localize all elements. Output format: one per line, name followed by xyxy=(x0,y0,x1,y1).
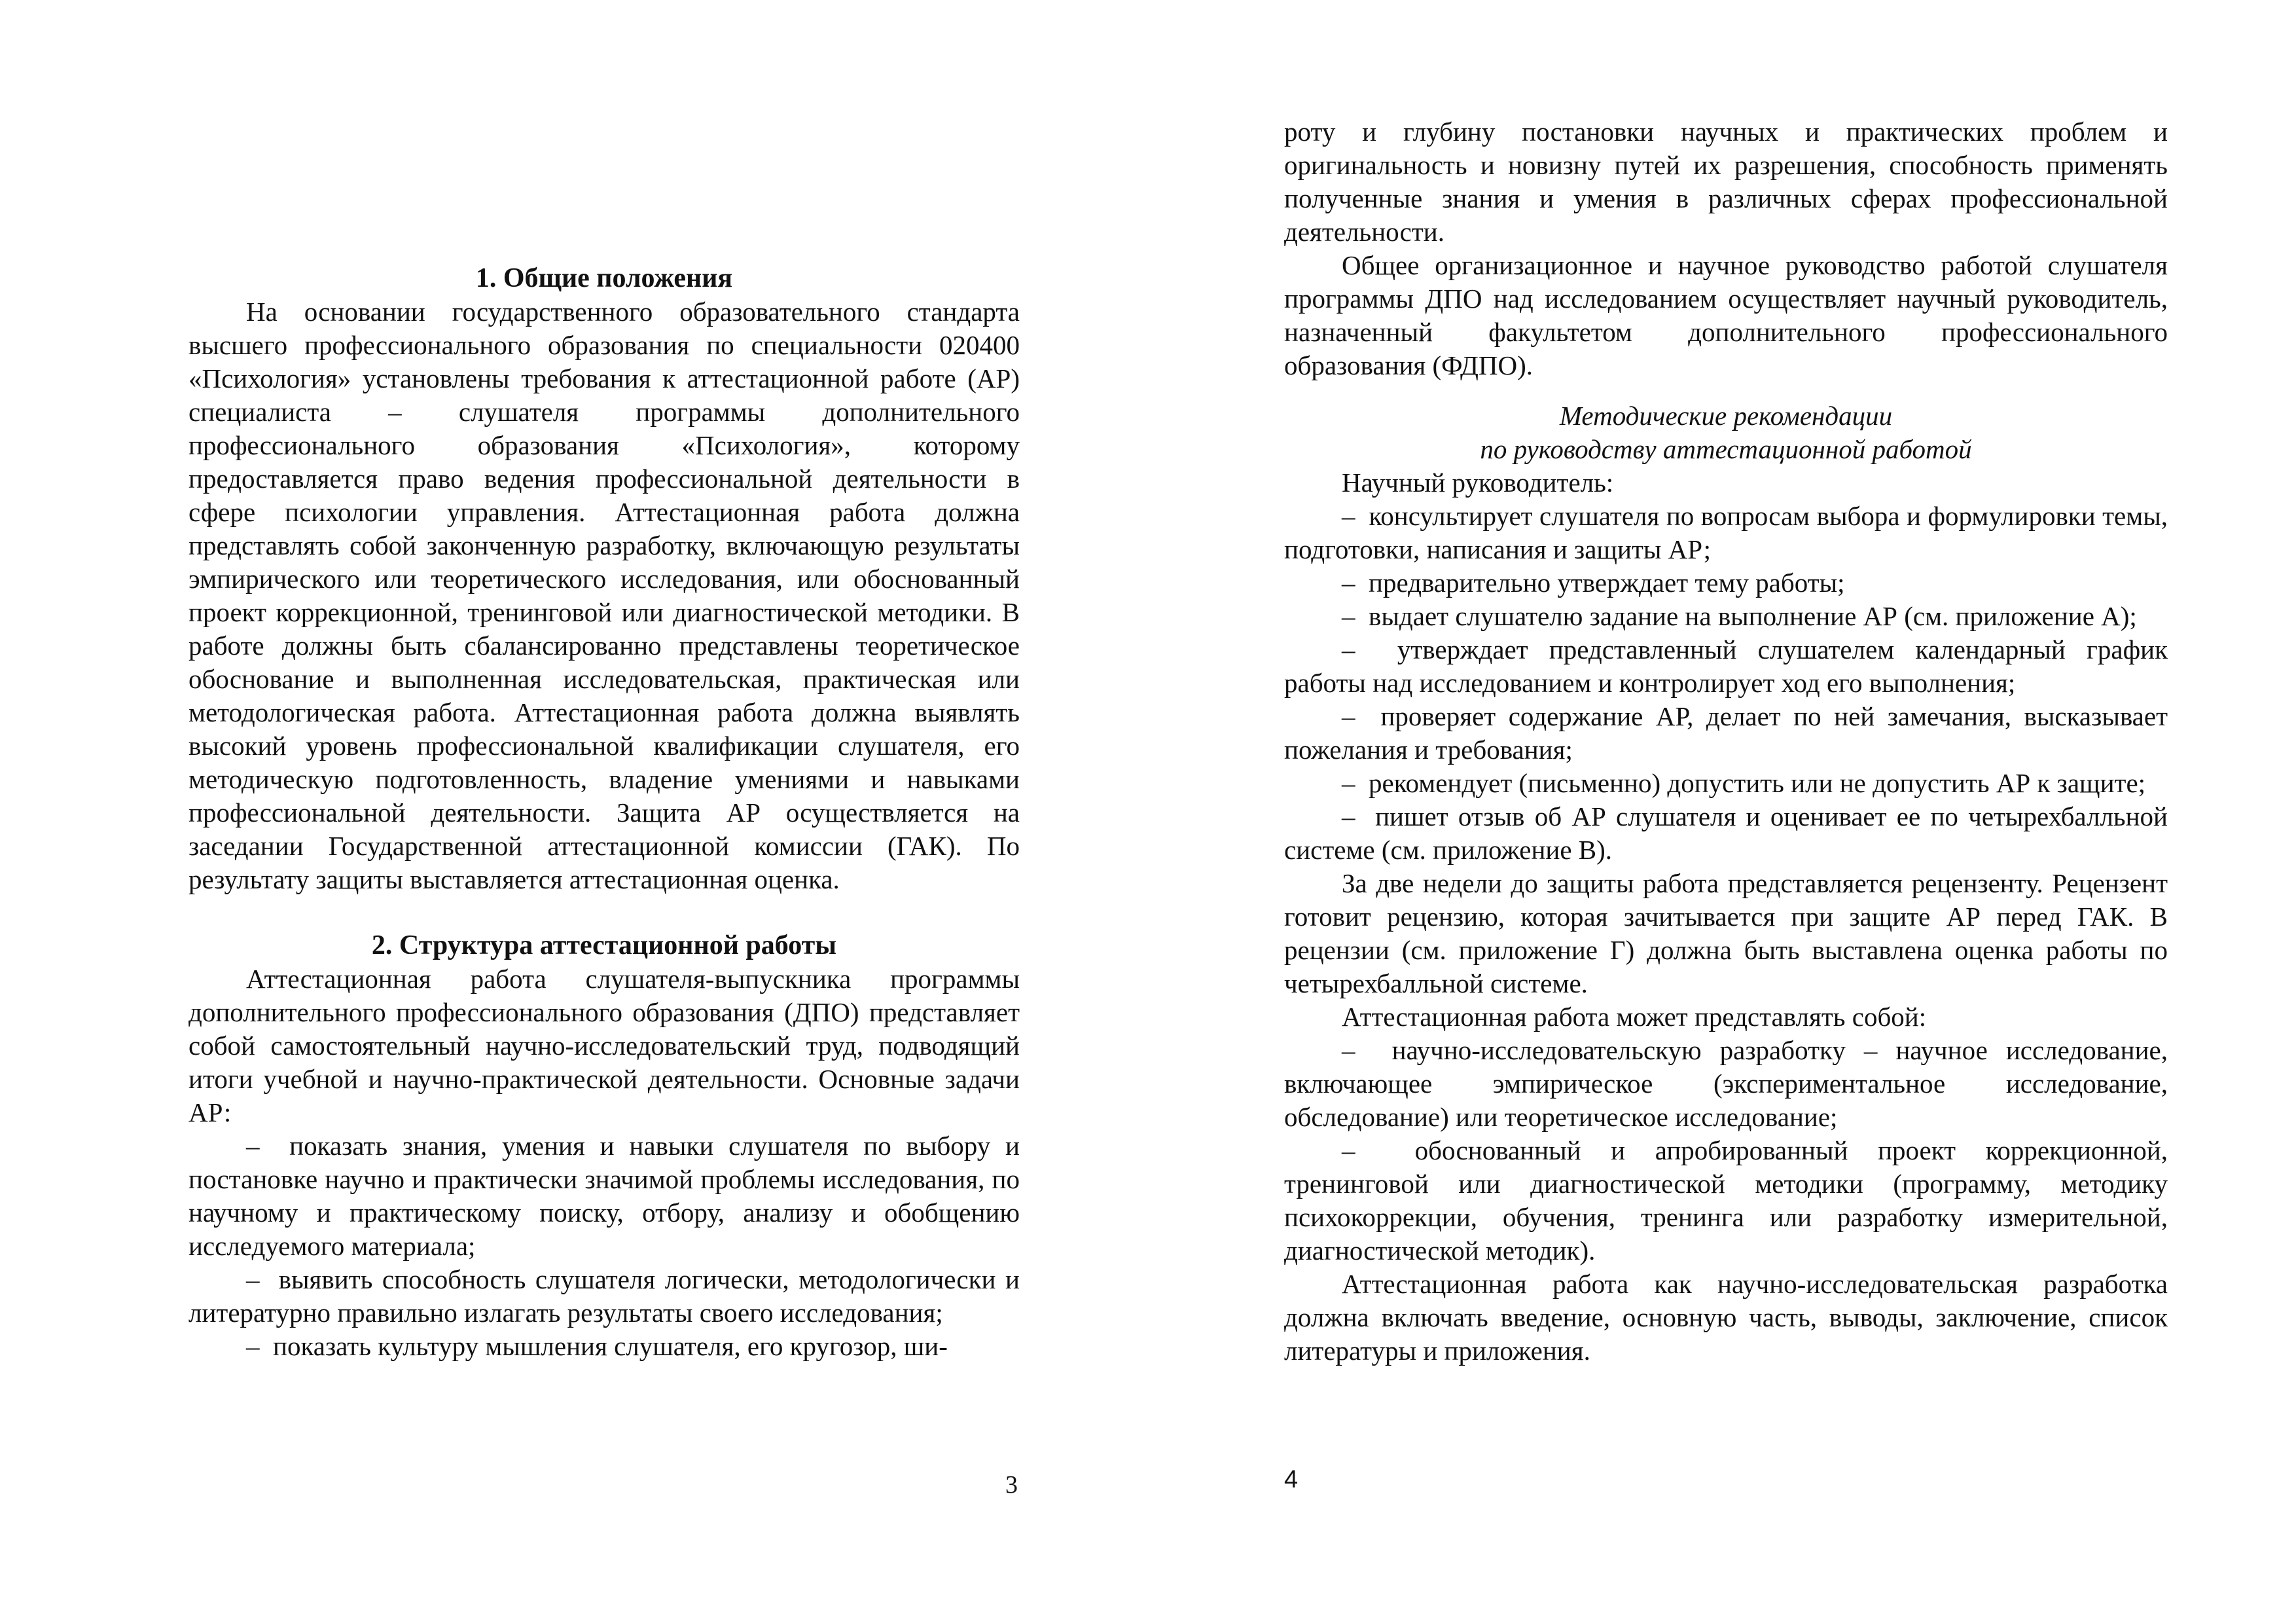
task-item-1: – показать знания, умения и навыки слушателя по выбору и постановке научно и практически значимой проблемы исследования, по научному и практическому поиску, отбору, анализу и обобщению исследуемого материала; xyxy=(188,1129,1020,1263)
task-item-3: – показать культуру мышления слушателя, его кругозор, ши- xyxy=(188,1330,1020,1363)
page-number-left: 3 xyxy=(1005,1471,1018,1499)
right-page xyxy=(1284,0,2168,1368)
types-intro: Аттестационная работа может представлять собой: xyxy=(1342,1002,1927,1032)
supervisor-item-4: – утверждает представленный слушателем календарный график работы над исследованием и контролирует ход его выполнения; xyxy=(1284,633,2168,700)
section-1-title: 1. Общие положения xyxy=(475,263,733,293)
leadership-paragraph: Общее организационное и научное руководство работой слушателя программы ДПО над исследованием осуществляет научный руководитель, назначенный факультетом дополнительного профессионального образования (ФДПО). xyxy=(1284,250,2168,380)
section-2-title: 2. Структура аттестационной работы xyxy=(371,930,837,960)
continued-paragraph: роту и глубину постановки научных и практических проблем и оригинальность и новизну путей их разрешения, способность применять полученные знания и умения в различных сферах профессиональной деятельности. xyxy=(1284,117,2168,247)
type-item-1: – научно-исследовательскую разработку – научное исследование, включающее эмпирическое (экспериментальное исследование, обследование) или теоретическое исследование; xyxy=(1284,1034,2168,1134)
supervisor-item-1: – консультирует слушателя по вопросам выбора и формулировки темы, подготовки, написания и защиты АР; xyxy=(1284,500,2168,566)
recommendations-heading-line-2: по руководству аттестационной работой xyxy=(1480,434,1972,464)
section-2-paragraph: Аттестационная работа слушателя-выпускника программы дополнительного профессионального образования (ДПО) представляет собой самостоятельный научно-исследовательский труд, подводящий итоги учебной и научно-практической деятельности. Основные задачи АР: xyxy=(188,964,1020,1127)
page-number-right: 4 xyxy=(1284,1466,1299,1493)
structure-paragraph: Аттестационная работа как научно-исследовательская разработка должна включать введение, основную часть, выводы, заключение, список литературы и приложения. xyxy=(1284,1269,2168,1366)
task-item-2: – выявить способность слушателя логически, методологически и литературно правильно излагать результаты своего исследования; xyxy=(188,1263,1020,1330)
section-1-paragraph: На основании государственного образовательного стандарта высшего профессионального образования по специальности 020400 «Психология» установлены требования к аттестационной работе (АР) специалиста – слушателя программы дополнительного профессионального образования «Психология», которому предоставляется право ведения профессиональной деятельности в сфере психологии управления. Аттестационная работа должна представлять собой законченную разработку, включающую результаты эмпирического или теоретического исследования, или обоснованный проект коррекционной, тренинговой или диагностической методики. В работе должны быть сбалансированно представлены теоретическое обоснование и выполненная исследовательская, практическая или методологическая работа. Аттестационная работа должна выявлять высокий уровень профессиональной квалификации слушателя, его методическую подготовленность, владение умениями и навыками профессиональной деятельности. Защита АР осуществляется на заседании Государственной аттестационной комиссии (ГАК). По результату защиты выставляется аттестационная оценка. xyxy=(188,297,1020,894)
supervisor-item-2: – предварительно утверждает тему работы; xyxy=(1284,566,2168,600)
supervisor-intro: Научный руководитель: xyxy=(1342,467,1614,498)
recommendations-heading-line-1: Методические рекомендации xyxy=(1559,401,1893,431)
type-item-2: – обоснованный и апробированный проект коррекционной, тренинговой или диагностической методики (программу, методику психокоррекции, обучения, тренинга или разработку измерительной, диагностической методик). xyxy=(1284,1134,2168,1267)
left-page xyxy=(188,0,1020,1363)
supervisor-item-7: – пишет отзыв об АР слушателя и оценивает ее по четырехбалльной системе (см. приложение В). xyxy=(1284,800,2168,867)
supervisor-item-6: – рекомендует (письменно) допустить или не допустить АР к защите; xyxy=(1284,767,2168,800)
supervisor-item-3: – выдает слушателю задание на выполнение АР (см. приложение А); xyxy=(1284,600,2168,633)
review-paragraph: За две недели до защиты работа представляется рецензенту. Рецензент готовит рецензию, которая зачитывается при защите АР перед ГАК. В рецензии (см. приложение Г) должна быть выставлена оценка работы по четырехбалльной системе. xyxy=(1284,868,2168,998)
supervisor-item-5: – проверяет содержание АР, делает по ней замечания, высказывает пожелания и требования; xyxy=(1284,700,2168,767)
